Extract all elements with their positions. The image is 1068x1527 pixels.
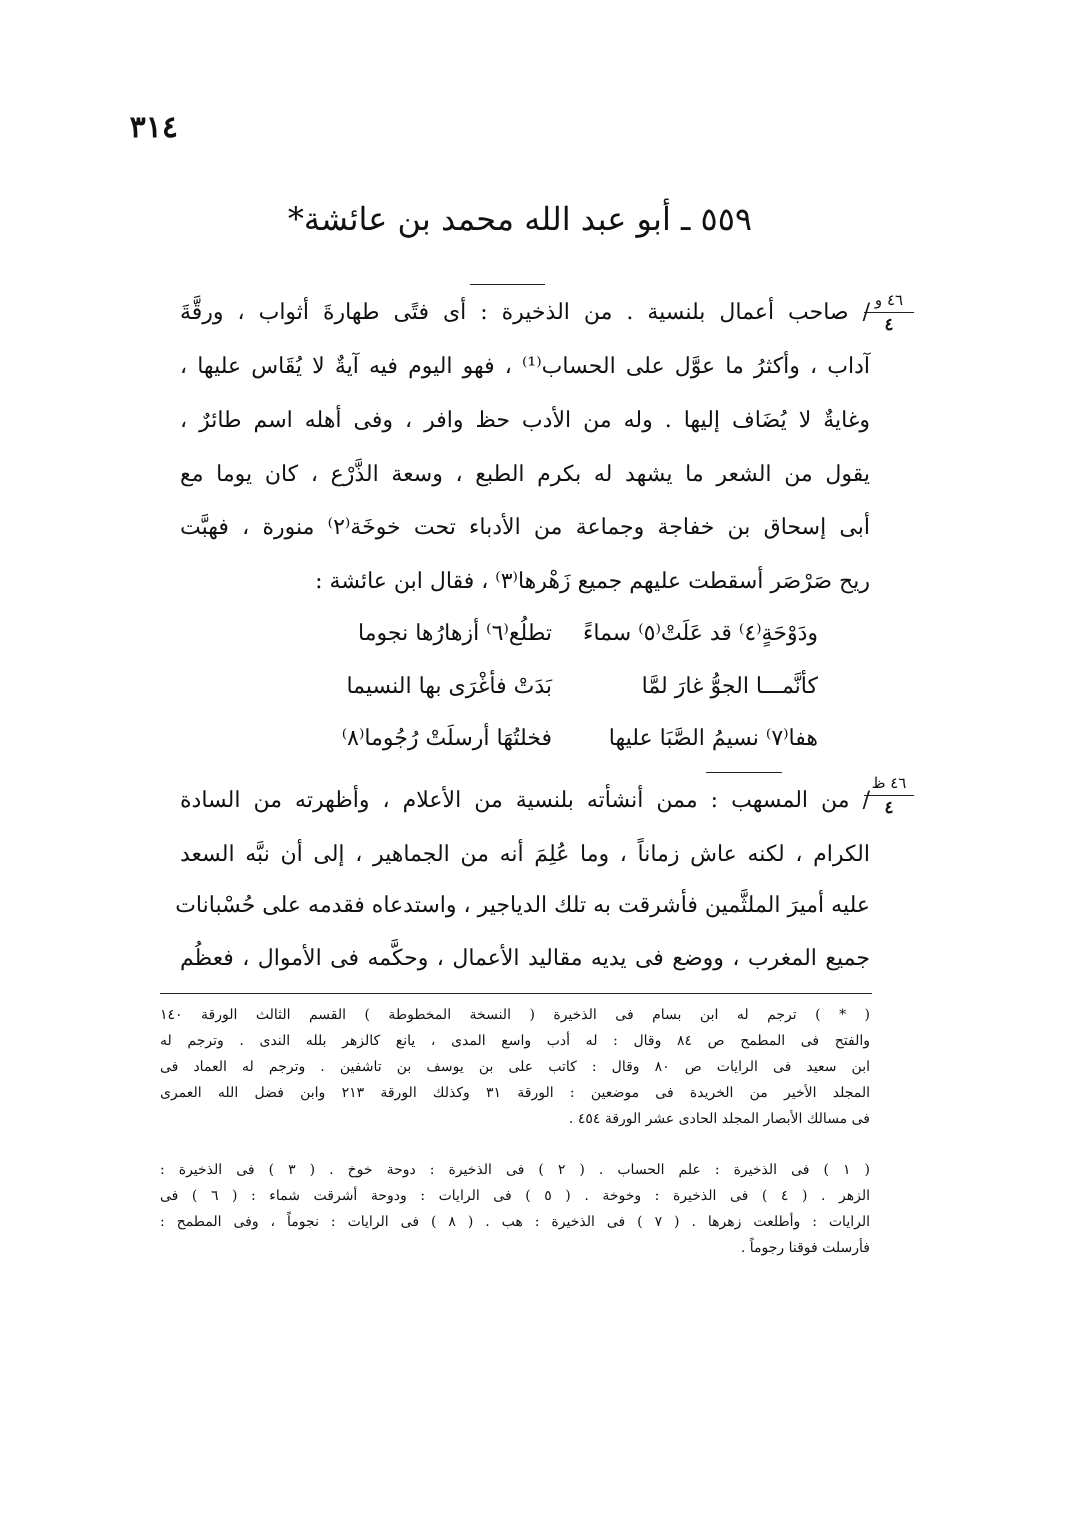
title-rule	[470, 284, 545, 285]
verse-first-hemistich: هفا⁽٧⁾ نسيمُ الصَّبَا عليها	[608, 726, 818, 751]
margin-folio-bottom: ٤	[884, 315, 894, 335]
margin-folio-note	[864, 293, 914, 334]
paragraph-line: آداب ، وأكثرُ ما عوَّل على الحساب⁽¹⁾ ، فهو اليوم فيه آيةٌ لا يُقَاس عليها ،	[180, 354, 870, 379]
footnote-line: فى مسالك الأبصار المجلد الحادى عشر الورقة ٤٥٤ .	[568, 1111, 870, 1127]
paragraph-line: أبى إسحاق بن خفاجة وجماعة من الأدباء تحت خوخَة⁽٢⁾ منورة ، فهبَّت	[180, 515, 870, 540]
paragraph-line: ريح صَرْصَر أسقطت عليهم جميع زَهْرها⁽٣⁾ ، فقال ابن عائشة :	[315, 569, 870, 594]
footnote-line: ابن سعيد فى الرايات ص ٨٠ وقال : كاتب على بن يوسف بن تاشفين . وترجم له العماد فى	[160, 1059, 870, 1075]
footnote-line: المجلد الأخير من الخريدة فى موضعين : الورقة ٣١ وكذلك الورقة ٢١٣ وابن فضل الله العمرى	[160, 1085, 871, 1101]
verse-second-hemistich: تطلُع⁽٦⁾ أزهارُها نجوما	[358, 621, 552, 646]
footnote-rule	[160, 993, 872, 994]
footnote-line: فأرسلت فوقنا رجوماً .	[740, 1240, 870, 1256]
paragraph-line: / صاحب أعمال بلنسية . من الذخيرة : أى فتًى طهارةَ أثواب ، ورقَّةَ	[180, 300, 870, 325]
footnote-line: الزهر . ( ٤ ) فى الذخيرة : وخوخة . ( ٥ ) فى الرايات : ودوحة أشرقت شماء : ( ٦ ) فى	[160, 1188, 870, 1204]
paragraph-line: يقول من الشعر ما يشهد له بكرم الطبع ، وسعة الذَّرْع ، كان يوما مع	[180, 462, 870, 487]
entry-title: ٥٥٩ ـ أبو عبد الله محمد بن عائشة*	[287, 200, 753, 238]
verse-second-hemistich: بَدَتْ فأغْرَى بها النسيما	[346, 674, 552, 699]
margin-folio-note	[864, 776, 914, 817]
paragraph-line: / من المسهب : ممن أنشأته بلنسية من الأعلام ، وأظهرته من السادة	[180, 788, 870, 813]
margin-folio-top: ٤٦ ظ	[864, 776, 914, 796]
footnote-line: ( * ) ترجم له ابن بسام فى الذخيرة ( النسخة المخطوطة ) القسم الثالث الورقة ١٤٠	[160, 1007, 870, 1023]
footnote-line: والفتح فى المطمح ص ٨٤ وقال : له أدب واسع المدى ، يانع كالزهر بلله الندى . وترجم له	[160, 1033, 870, 1049]
paragraph-line: جميع المغرب ، ووضع فى يديه مقاليد الأعمال ، وحكَّمه فى الأموال ، فعظُم	[180, 946, 870, 971]
margin-folio-top: ٤٦ و	[864, 293, 914, 313]
paragraph-line: وغايةٌ لا يُضَاف إليها . وله من الأدب حظ وافر ، وفى أهله اسم طائرٌ ،	[180, 408, 870, 433]
verse-first-hemistich: كأنَّمـــا الجوُّ غارَ لمَّا	[641, 674, 818, 699]
section-rule	[706, 772, 782, 773]
verse-first-hemistich: ودَوْحَةٍ⁽٤⁾ قد عَلَتْ⁽٥⁾ سماءً	[583, 621, 818, 646]
footnote-line: الرايات : وأطلعت زهرها . ( ٧ ) فى الذخيرة : هب . ( ٨ ) فى الرايات : نجوماً ، وفى المطمح :	[160, 1214, 870, 1230]
paragraph-line: عليه أميرَ الملثَّمين فأشرقت به تلك الدياجير ، واستدعاه فقدمه على حُسْبانات	[175, 893, 870, 918]
paragraph-line: الكرام ، لكنه عاش زماناً ، وما عُلِمَ أنه من الجماهير ، إلى أن نبَّه السعد	[180, 842, 870, 867]
footnote-line: ( ١ ) فى الذخيرة : علم الحساب . ( ٢ ) فى الذخيرة : دوحة خوخ . ( ٣ ) فى الذخيرة :	[160, 1162, 870, 1178]
page-number: ٣١٤	[129, 110, 178, 145]
margin-folio-bottom: ٤	[884, 798, 894, 818]
verse-second-hemistich: فخلتُهَا أرسلَتْ رُجُوما⁽٨⁾	[341, 726, 552, 751]
